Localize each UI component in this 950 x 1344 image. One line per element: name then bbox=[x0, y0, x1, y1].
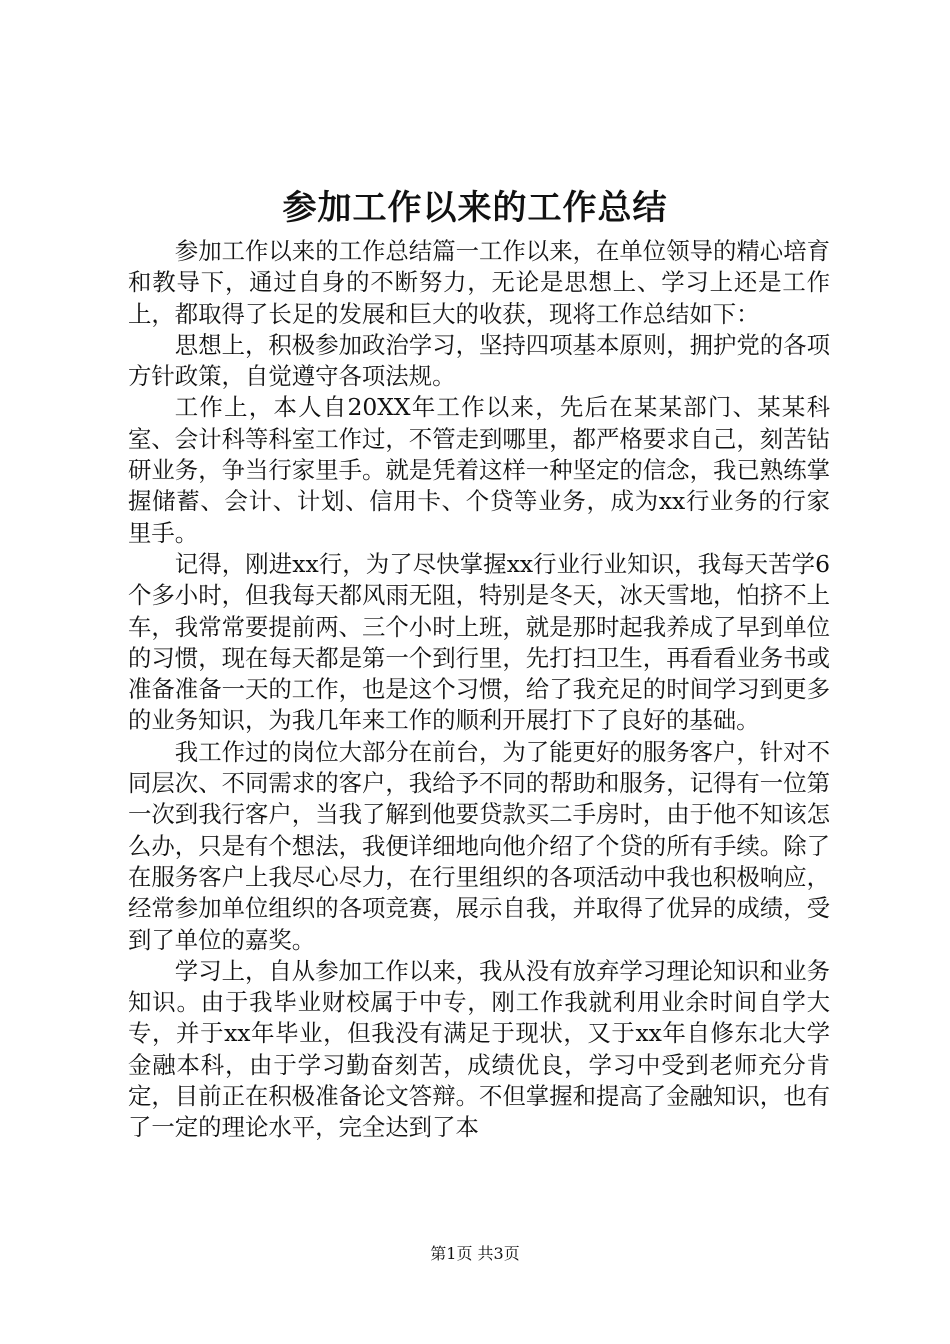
paragraph-service: 我工作过的岗位大部分在前台，为了能更好的服务客户，针对不同层次、不同需求的客户，我给予不同的帮助和服务，记得有一位第一次到我行客户，当我了解到他要贷款买二手房时，由于他不知该怎么办，只是有个想法，我便详细地向他介绍了个贷的所有手续。除了在服务客户上我尽心尽力，在行里组织的各项活动中我也积极响应，经常参加单位组织的各项竞赛，展示自我，并取得了优异的成绩，受到了单位的嘉奖。 bbox=[128, 737, 830, 954]
paragraph-thought: 思想上，积极参加政治学习，坚持四项基本原则，拥护党的各项方针政策，自觉遵守各项法规。 bbox=[128, 330, 830, 391]
page-footer: 第1页 共3页 bbox=[430, 1244, 520, 1263]
document-body bbox=[128, 236, 830, 1144]
paragraph-intro: 参加工作以来的工作总结篇一工作以来，在单位领导的精心培育和教导下，通过自身的不断努力，无论是思想上、学习上还是工作上，都取得了长足的发展和巨大的收获，现将工作总结如下： bbox=[128, 237, 830, 328]
paragraph-memory: 记得，刚进xx行，为了尽快掌握xx行业行业知识，我每天苦学6个多小时，但我每天都风雨无阻，特别是冬天，冰天雪地，怕挤不上车，我常常要提前两、三个小时上班，就是那时起我养成了早到单位的习惯，现在每天都是第一个到行里，先打扫卫生，再看看业务书或准备准备一天的工作，也是这个习惯，给了我充足的时间学习到更多的业务知识，为我几年来工作的顺利开展打下了良好的基础。 bbox=[128, 549, 830, 735]
document-title: 参加工作以来的工作总结 bbox=[282, 188, 668, 228]
paragraph-study: 学习上，自从参加工作以来，我从没有放弃学习理论知识和业务知识。由于我毕业财校属于中专，刚工作我就利用业余时间自学大专，并于xx年毕业，但我没有满足于现状，又于xx年自修东北大学金融本科，由于学习勤奋刻苦，成绩优良，学习中受到老师充分肯定，目前正在积极准备论文答辩。不但掌握和提高了金融知识，也有了一定的理论水平，完全达到了本 bbox=[128, 956, 830, 1142]
paragraph-work: 工作上，本人自20XX年工作以来，先后在某某部门、某某科室、会计科等科室工作过，不管走到哪里，都严格要求自己，刻苦钻研业务，争当行家里手。就是凭着这样一种坚定的信念，我已熟练掌握储蓄、会计、计划、信用卡、个贷等业务，成为xx行业务的行家里手。 bbox=[128, 393, 830, 547]
